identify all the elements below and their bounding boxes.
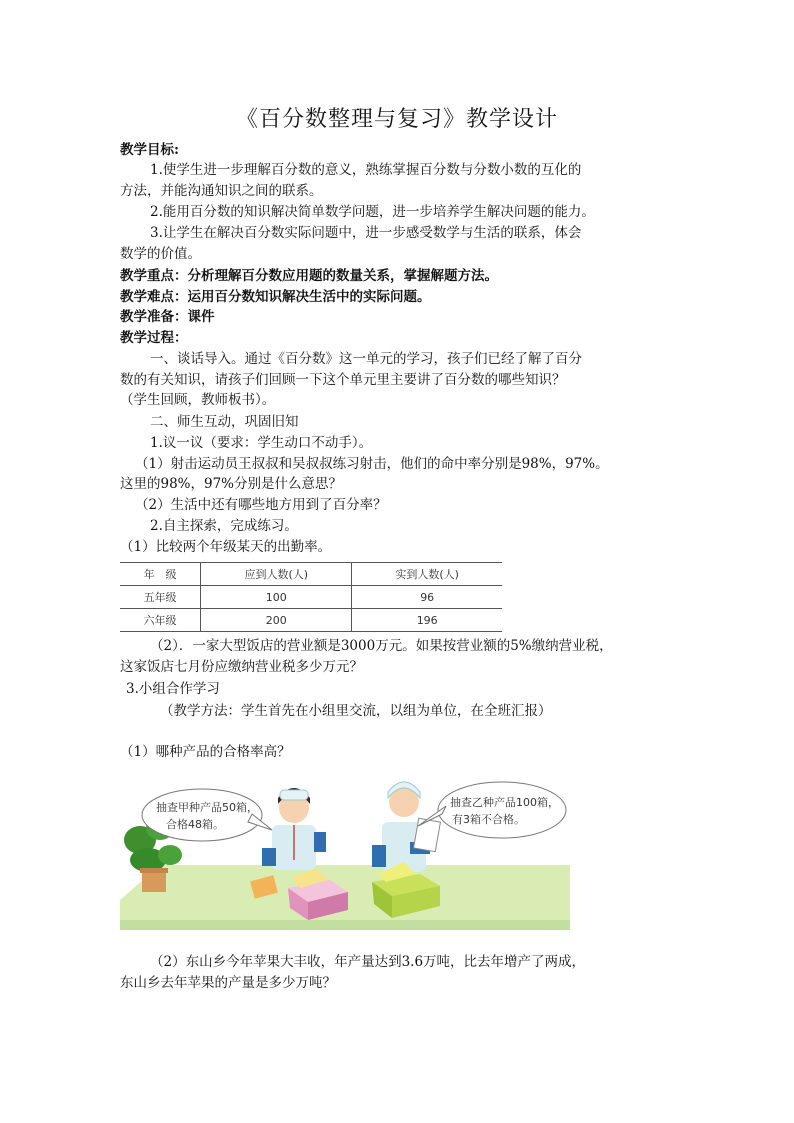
hotel-problem-line-2: 这家饭店七月份应缴纳营业税多少万元？ <box>120 659 363 675</box>
apple-problem-line-1: （2）东山乡今年苹果大丰收，年产量达到3.6万吨，比去年增产了两成， <box>150 954 586 970</box>
table-cell: 100 <box>201 586 352 609</box>
intro-line-2: 数的有关知识，请孩子们回顾一下这个单元里主要讲了百分数的哪些知识？ <box>120 372 566 388</box>
table-header-row <box>120 563 502 586</box>
female-inspector-figure <box>262 788 326 870</box>
bubble-left-line-1: 抽查甲种产品50箱， <box>156 801 258 814</box>
bubble-right-line-1: 抽查乙种产品100箱， <box>450 796 559 809</box>
objective-1-line-1: 1.使学生进一步理解百分数的意义，熟练掌握百分数与分数小数的互化的 <box>150 162 582 178</box>
objectives-heading: 教学目标: <box>120 142 179 158</box>
objective-2: 2.能用百分数的知识解决简单数学问题，进一步培养学生解决问题的能力。 <box>150 204 595 220</box>
bubble-left-line-2: 合格48箱。 <box>166 818 224 831</box>
compare-prompt: （1）比较两个年级某天的出勤率。 <box>120 539 332 555</box>
explore-heading: 2.自主探索，完成练习。 <box>150 518 298 534</box>
products-question: （1）哪种产品的合格率高？ <box>120 744 291 760</box>
speech-bubble-right <box>418 782 566 838</box>
table-cell: 六年级 <box>120 609 201 632</box>
discuss-heading: 1.议一议（要求：学生动口不动手）。 <box>150 435 373 451</box>
table-header-cell: 年 级 <box>120 563 201 586</box>
table-cell: 五年级 <box>120 586 201 609</box>
table-row <box>120 609 502 632</box>
speech-bubble-left <box>142 789 272 841</box>
bubble-right-line-2: 有3箱不合格。 <box>452 813 525 826</box>
intro-line-1: 一、谈话导入。通过《百分数》这一单元的学习，孩子们已经了解了百分 <box>150 351 582 367</box>
question-2: （2）生活中还有哪些地方用到了百分率？ <box>135 497 387 513</box>
objective-3-line-2: 数学的价值。 <box>120 246 201 262</box>
group-heading: 3.小组合作学习 <box>126 681 220 697</box>
table-header-cell: 应到人数(人) <box>201 563 352 586</box>
question-1-line-2: 这里的98%，97%分别是什么意思？ <box>120 476 343 492</box>
method-note: （教学方法：学生首先在小组里交流，以组为单位，在全班汇报） <box>160 703 552 719</box>
apple-problem-line-2: 东山乡去年苹果的产量是多少万吨？ <box>120 975 336 991</box>
section-2-heading: 二、师生互动，巩固旧知 <box>150 414 299 430</box>
objective-3-line-1: 3.让学生在解决百分数实际问题中，进一步感受数学与生活的联系，体会 <box>150 225 582 241</box>
table-header-cell: 实到人数(人) <box>352 563 502 586</box>
objective-1-line-2: 方法，并能沟通知识之间的联系。 <box>120 183 323 199</box>
male-inspector-figure <box>372 782 440 872</box>
table-row <box>120 586 502 609</box>
question-1-line-1: （1）射击运动员王叔叔和吴叔叔练习射击，他们的命中率分别是98%，97%。 <box>135 456 609 472</box>
process-heading: 教学过程： <box>120 330 188 346</box>
key-point: 教学重点：分析理解百分数应用题的数量关系，掌握解题方法。 <box>120 268 498 284</box>
intro-line-3: （学生回顾，教师板书）。 <box>120 392 276 408</box>
product-inspection-illustration <box>120 770 570 930</box>
table-cell: 96 <box>352 586 502 609</box>
hotel-problem-line-1: （2）．一家大型饭店的营业额是3000万元。如果按营业额的5%缴纳营业税， <box>150 638 613 654</box>
page-title: 《百分数整理与复习》教学设计 <box>235 107 558 132</box>
attendance-table <box>120 562 502 632</box>
table-cell: 196 <box>352 609 502 632</box>
table-cell: 200 <box>201 609 352 632</box>
preparation: 教学准备：课件 <box>120 309 215 325</box>
difficulty: 教学难点：运用百分数知识解决生活中的实际问题。 <box>120 289 431 305</box>
